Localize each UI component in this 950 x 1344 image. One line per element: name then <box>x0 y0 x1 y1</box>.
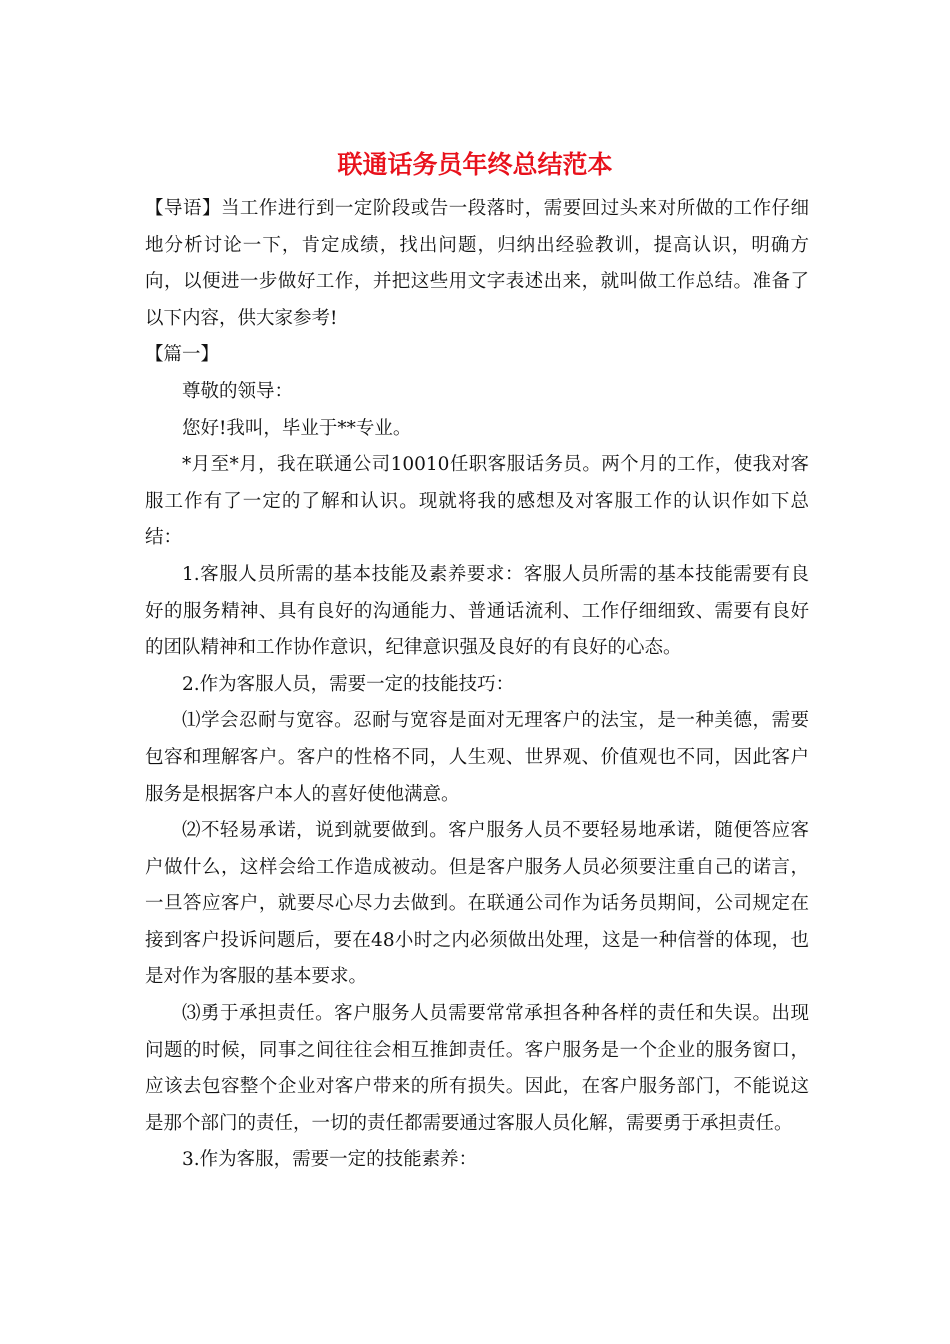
body-paragraph: 1.客服人员所需的基本技能及素养要求：客服人员所需的基本技能需要有良好的服务精神、具有良好的沟通能力、普通话流利、工作仔细细致、需要有良好的团队精神和工作协作意识，纪律意识强及良好的有良好的心态。 <box>145 563 809 659</box>
body-paragraph: *月至*月，我在联通公司10010任职客服话务员。两个月的工作，使我对客服工作有了一定的了解和认识。现就将我的感想及对客服工作的认识作如下总结： <box>145 454 809 549</box>
salutation: 尊敬的领导： <box>182 380 294 402</box>
intro-paragraph: 【导语】当工作进行到一定阶段或告一段落时，需要回过头来对所做的工作仔细地分析讨论一下，肯定成绩，找出问题，归纳出经验教训，提高认识，明确方向，以便进一步做好工作，并把这些用文字表述出来，就叫做工作总结。准备了以下内容，供大家参考! <box>145 198 809 329</box>
body-paragraph: 2.作为客服人员，需要一定的技能技巧： <box>182 673 515 695</box>
document-body <box>145 191 809 1179</box>
greeting-paragraph: 您好!我叫，毕业于**专业。 <box>182 417 412 439</box>
body-paragraph: ⑵不轻易承诺，说到就要做到。客户服务人员不要轻易地承诺，随便答应客户做什么，这样会给工作造成被动。但是客户服务人员必须要注重自己的诺言，一旦答应客户，就要尽心尽力去做到。在联通公司作为话务员期间，公司规定在接到客户投诉问题后，要在48小时之内必须做出处理，这是一种信誉的体现，也是对作为客服的基本要求。 <box>145 820 809 988</box>
section-heading: 【篇一】 <box>145 344 220 366</box>
document-title: 联通话务员年终总结范本 <box>337 150 613 179</box>
body-paragraph: ⑴学会忍耐与宽容。忍耐与宽容是面对无理客户的法宝，是一种美德，需要包容和理解客户。客户的性格不同，人生观、世界观、价值观也不同，因此客户服务是根据客户本人的喜好使他满意。 <box>145 710 809 805</box>
body-paragraph: 3.作为客服，需要一定的技能素养： <box>182 1149 478 1171</box>
body-paragraph: ⑶勇于承担责任。客户服务人员需要常常承担各种各样的责任和失误。出现问题的时候，同事之间往往会相互推卸责任。客户服务是一个企业的服务窗口，应该去包容整个企业对客户带来的所有损失。因此，在客户服务部门，不能说这是那个部门的责任，一切的责任都需要通过客服人员化解，需要勇于承担责任。 <box>145 1003 809 1134</box>
